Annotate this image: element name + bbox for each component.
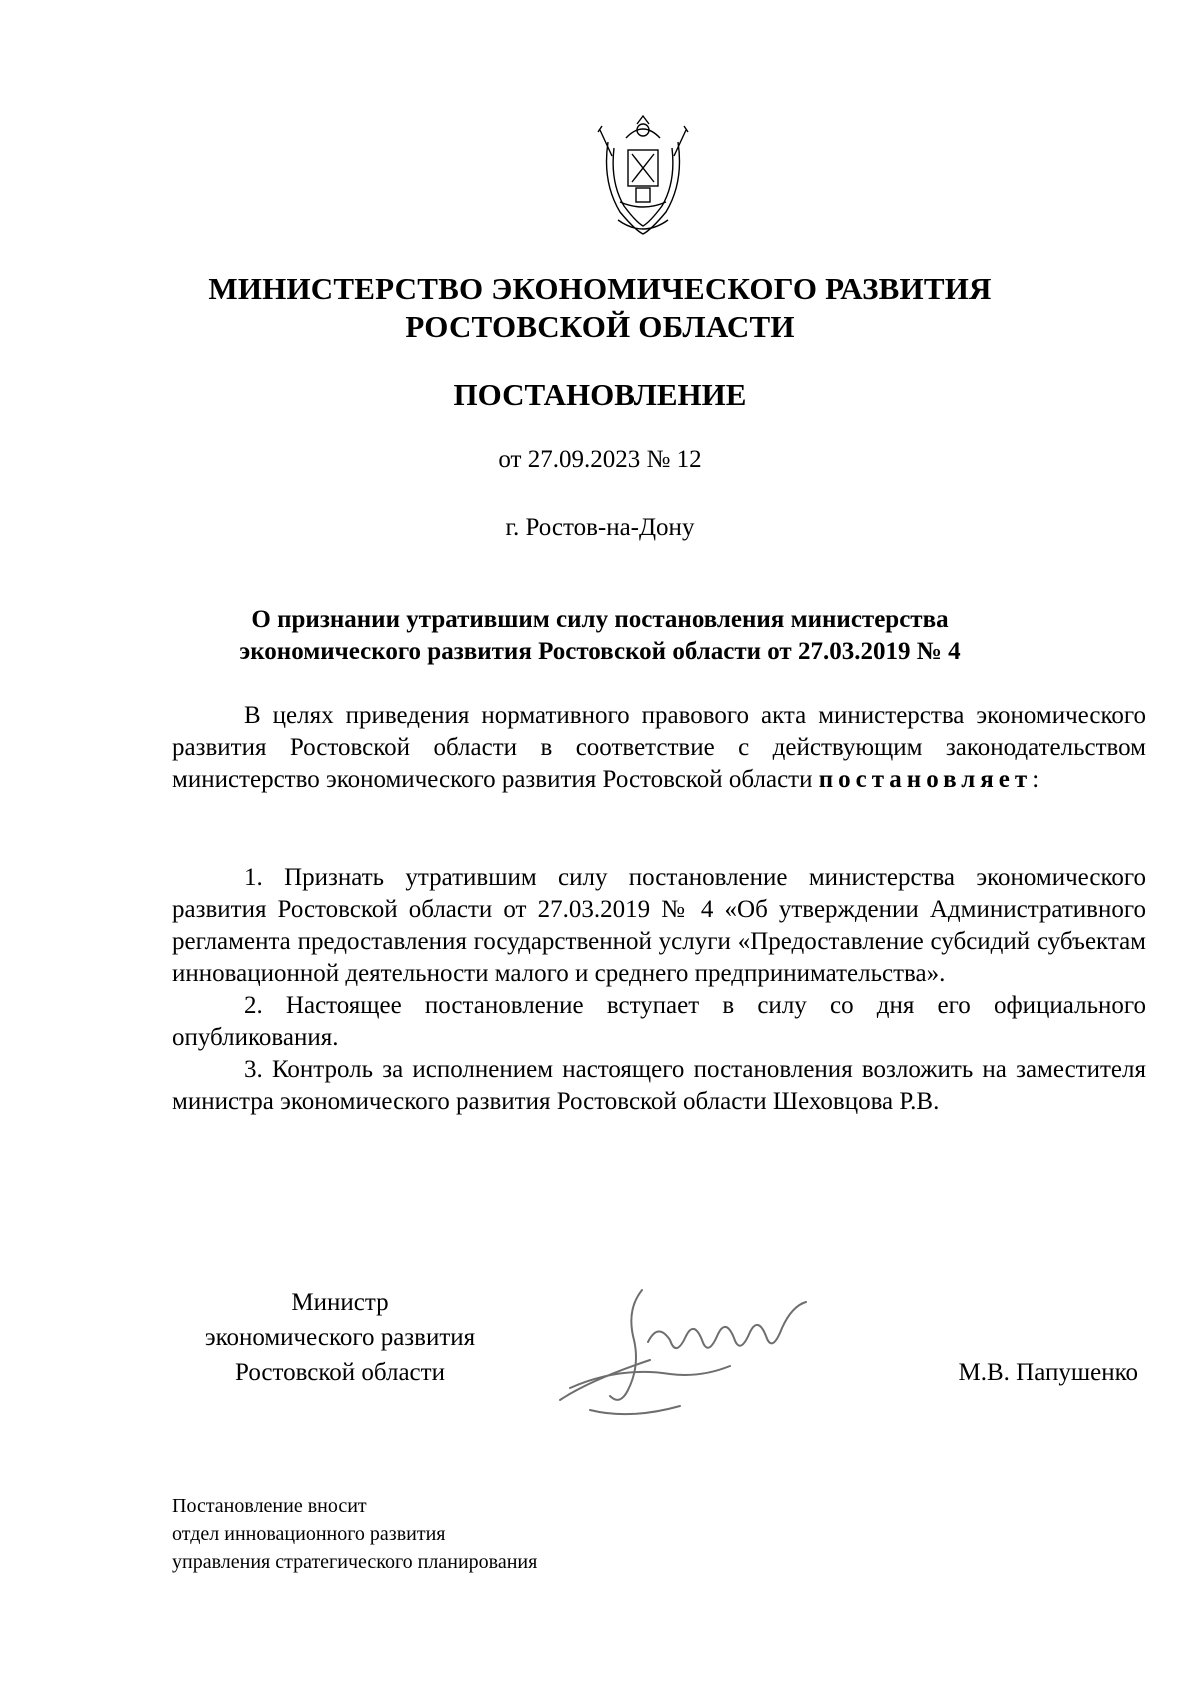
item-1: 1. Признать утратившим силу постановление министерства экономического развития Ростовской области от 27.03.2019 № 4 «Об утверждении Административного регламента предоставления государственной услуги «Предоставление субсидий субъектам инновационной деятельности малого и среднего предпринимательства».	[172, 864, 1146, 987]
ministry-name-line2: РОСТОВСКОЙ ОБЛАСТИ	[405, 309, 795, 344]
ministry-name-line1: МИНИСТЕРСТВО ЭКОНОМИЧЕСКОГО РАЗВИТИЯ	[208, 271, 992, 306]
preamble-paragraph	[172, 700, 1146, 796]
items-list	[172, 862, 1146, 1118]
coat-of-arms-icon	[590, 112, 696, 238]
footer-line1: Постановление вносит	[172, 1495, 367, 1517]
document-city: г. Ростов-на-Дону	[505, 514, 695, 541]
signatory-title	[180, 1285, 500, 1390]
signatory-title-line3: Ростовской области	[235, 1359, 445, 1386]
preamble	[172, 700, 1146, 796]
signatory-name: М.В. Папушенко	[958, 1359, 1138, 1386]
item-3: 3. Контроль за исполнением настоящего постановления возложить на заместителя министра экономического развития Ростовской области Шеховцова Р.В.	[172, 1056, 1146, 1115]
subject-line2: экономического развития Ростовской области от 27.03.2019 № 4	[239, 638, 961, 665]
submitted-by-note	[172, 1492, 537, 1576]
signatory-title-line2: экономического развития	[204, 1324, 476, 1351]
document-date-number: от 27.09.2023 № 12	[498, 446, 702, 473]
preamble-tail: :	[1032, 766, 1040, 793]
document-subject	[0, 604, 1200, 668]
item-2: 2. Настоящее постановление вступает в силу со дня его официального опубликования.	[172, 992, 1146, 1051]
signatory-title-line1: Министр	[291, 1289, 389, 1316]
document-type: ПОСТАНОВЛЕНИЕ	[453, 377, 747, 412]
footer-line3: управления стратегического планирования	[172, 1551, 538, 1573]
handwritten-signature	[530, 1270, 890, 1435]
preamble-text: В целях приведения нормативного правового акта министерства экономического развития Ростовской области в соответствие с действующим законодательством министерство экономического развития Ростовской области	[172, 702, 1146, 793]
footer-line2: отдел инновационного развития	[172, 1523, 446, 1545]
decision-word: постановляет	[818, 766, 1033, 793]
ministry-name	[0, 270, 1200, 346]
subject-line1: О признании утратившим силу постановления министерства	[251, 606, 949, 633]
